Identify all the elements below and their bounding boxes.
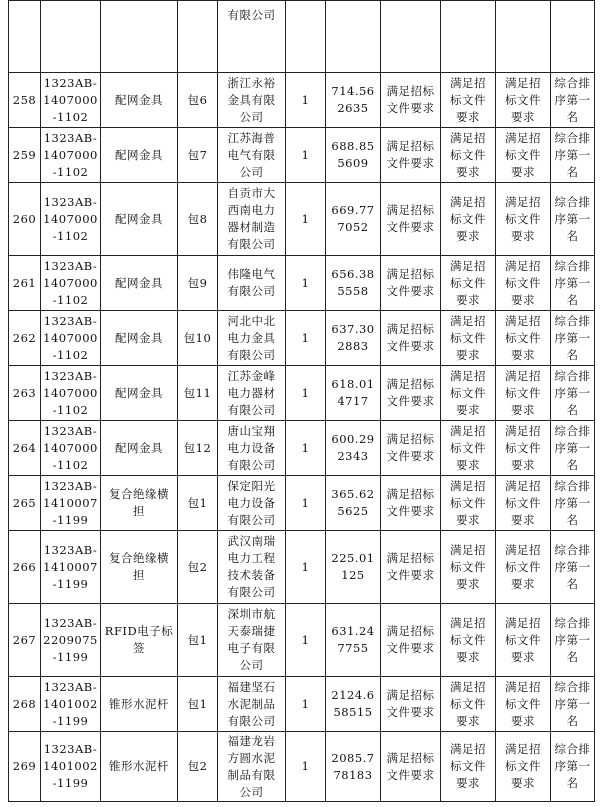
material-name-cell <box>101 531 178 604</box>
seq-cell <box>9 732 41 802</box>
technical-cell <box>496 421 551 476</box>
ranking-cell <box>551 256 595 311</box>
price-cell <box>326 128 381 183</box>
technical-text: 满足招 标文件 要求 <box>505 130 541 179</box>
commercial-cell <box>441 311 496 366</box>
quantity-text: 1 <box>301 275 310 290</box>
package-text: 包2 <box>187 759 208 773</box>
qualification-cell <box>381 366 441 421</box>
seq-cell <box>9 366 41 421</box>
price-cell <box>326 73 381 128</box>
seq-text: 264 <box>12 440 37 455</box>
price-text: 618.01 4717 <box>331 377 375 408</box>
material-name-text: 锥形水泥杆 <box>109 759 169 773</box>
material-code-cell <box>41 73 101 128</box>
supplier-cell <box>218 531 286 604</box>
seq-cell <box>9 256 41 311</box>
quantity-text: 1 <box>301 330 310 345</box>
supplier-text: 河北中北 电力金具 有限公司 <box>227 313 276 362</box>
supplier-cell <box>218 73 286 128</box>
qualification-text: 满足招标 文件要求 <box>386 322 435 353</box>
quantity-cell <box>286 311 326 366</box>
technical-cell <box>496 311 551 366</box>
qualification-text: 满足招标 文件要求 <box>386 487 435 518</box>
material-code-text: 1323AB- 1407000 -1102 <box>43 130 98 179</box>
technical-text: 满足招 标文件 要求 <box>505 368 541 417</box>
material-name-text: 锥形水泥杆 <box>109 696 169 711</box>
table-row <box>9 256 595 311</box>
supplier-text: 福建龙岩 方圆水泥 制品有限 公司 <box>227 733 276 799</box>
commercial-cell <box>441 604 496 677</box>
qualification-text: 满足招标 文件要求 <box>386 267 435 298</box>
material-code-cell <box>41 256 101 311</box>
commercial-text: 满足招 标文件 要求 <box>450 75 486 124</box>
ranking-text: 综合排 序第一 名 <box>554 313 591 362</box>
commercial-cell <box>441 73 496 128</box>
material-code-text: 1323AB- 1407000 -1102 <box>43 258 98 307</box>
package-text: 包12 <box>183 440 212 455</box>
material-name-text: 配网金具 <box>115 211 163 226</box>
material-name-cell <box>101 476 178 531</box>
commercial-cell <box>441 366 496 421</box>
commercial-text: 满足招 标文件 要求 <box>450 615 486 664</box>
ranking-cell <box>551 73 595 128</box>
ranking-cell <box>551 366 595 421</box>
technical-text: 满足招 标文件 要求 <box>505 679 541 728</box>
material-code-cell <box>41 732 101 802</box>
supplier-cell <box>218 421 286 476</box>
supplier-text: 深圳市航 天泰瑞捷 电子有限 公司 <box>227 607 276 672</box>
qualification-text: 满足招标 文件要求 <box>386 624 435 655</box>
material-name-text: RFID电子标 签 <box>104 624 174 655</box>
material-name-cell <box>101 73 178 128</box>
quantity-text: 1 <box>301 92 310 107</box>
quantity-text: 1 <box>301 559 310 574</box>
commercial-text: 满足招 标文件 要求 <box>450 313 486 362</box>
material-code-cell <box>41 183 101 256</box>
technical-text: 满足招 标文件 要求 <box>505 542 541 591</box>
quantity-cell <box>286 531 326 604</box>
price-text: 225.01 125 <box>331 551 375 582</box>
seq-cell <box>9 531 41 604</box>
supplier-cell <box>218 183 286 256</box>
ranking-text: 综合排 序第一 名 <box>554 478 591 527</box>
supplier-cell <box>218 604 286 677</box>
table-row <box>9 311 595 366</box>
supplier-cell <box>218 128 286 183</box>
material-code-cell <box>41 604 101 677</box>
ranking-cell <box>551 732 595 802</box>
ranking-cell <box>551 183 595 256</box>
material-code-cell <box>41 677 101 732</box>
technical-text: 满足招 标文件 要求 <box>505 194 541 243</box>
quantity-text: 1 <box>301 385 310 400</box>
commercial-text: 满足招 标文件 要求 <box>450 742 486 790</box>
material-name-text: 配网金具 <box>115 275 163 290</box>
quantity-cell <box>286 183 326 256</box>
package-text: 包11 <box>183 385 212 400</box>
material-name-text: 配网金具 <box>115 330 163 345</box>
technical-text: 满足招 标文件 要求 <box>505 742 541 790</box>
ranking-text: 综合排 序第一 名 <box>554 423 591 472</box>
package-cell <box>178 421 218 476</box>
package-text: 包8 <box>187 211 208 226</box>
seq-text: 263 <box>12 385 37 400</box>
quantity-text: 1 <box>301 440 310 455</box>
price-text: 688.85 5609 <box>331 139 375 170</box>
table-row-continued <box>9 1 595 73</box>
material-name-text: 配网金具 <box>115 440 163 455</box>
material-name-text: 配网金具 <box>115 147 163 162</box>
seq-cell <box>9 128 41 183</box>
commercial-text: 满足招 标文件 要求 <box>450 368 486 417</box>
seq-cell <box>9 421 41 476</box>
package-cell <box>178 183 218 256</box>
material-name-text: 配网金具 <box>115 92 163 107</box>
seq-cell <box>9 311 41 366</box>
qualification-cell <box>381 677 441 732</box>
qualification-cell <box>381 732 441 802</box>
seq-text: 260 <box>12 211 37 226</box>
material-code-text: 1323AB- 1407000 -1102 <box>43 423 98 472</box>
package-text: 包1 <box>187 632 208 647</box>
table-row <box>9 183 595 256</box>
material-code-cell <box>41 531 101 604</box>
price-cell <box>326 604 381 677</box>
supplier-text: 自贡市大 西南电力 器材制造 有限公司 <box>227 186 276 251</box>
quantity-text: 1 <box>301 495 310 510</box>
quantity-text: 1 <box>301 696 310 711</box>
supplier-cell <box>218 732 286 802</box>
material-code-cell <box>41 311 101 366</box>
ranking-text: 综合排 序第一 名 <box>554 742 591 790</box>
ranking-cell <box>551 311 595 366</box>
material-code-text: 1323AB- 2209075 -1199 <box>43 615 98 664</box>
seq-cell <box>9 677 41 732</box>
material-code-text: 1323AB- 1407000 -1102 <box>43 368 98 417</box>
commercial-text: 满足招 标文件 要求 <box>450 258 486 307</box>
quantity-text: 1 <box>301 759 310 773</box>
qualification-text: 满足招标 文件要求 <box>386 377 435 408</box>
qualification-cell <box>381 311 441 366</box>
quantity-cell <box>286 256 326 311</box>
technical-cell <box>496 604 551 677</box>
quantity-cell <box>286 677 326 732</box>
technical-cell <box>496 73 551 128</box>
seq-text: 258 <box>12 92 37 107</box>
commercial-text: 满足招 标文件 要求 <box>450 679 486 728</box>
table-row <box>9 73 595 128</box>
technical-cell <box>496 531 551 604</box>
qualification-text: 满足招标 文件要求 <box>386 139 435 170</box>
technical-cell <box>496 128 551 183</box>
table-row <box>9 366 595 421</box>
technical-cell <box>496 183 551 256</box>
material-code-cell <box>41 128 101 183</box>
seq-text: 268 <box>12 696 37 711</box>
table-row <box>9 476 595 531</box>
supplier-cell <box>218 476 286 531</box>
seq-text: 262 <box>12 330 37 345</box>
material-name-cell <box>101 183 178 256</box>
qualification-cell <box>381 531 441 604</box>
material-code-text: 1323AB- 1407000 -1102 <box>43 194 98 243</box>
qualification-cell <box>381 73 441 128</box>
supplier-text: 江苏金峰 电力器材 有限公司 <box>227 368 276 417</box>
ranking-text: 综合排 序第一 名 <box>554 615 591 664</box>
material-name-text: 复合绝缘横 担 <box>109 487 169 518</box>
qualification-text: 满足招标 文件要求 <box>386 750 435 782</box>
material-name-cell <box>101 256 178 311</box>
quantity-text: 1 <box>301 147 310 162</box>
ranking-cell <box>551 476 595 531</box>
material-code-text: 1323AB- 1410007 -1199 <box>43 542 98 591</box>
commercial-cell <box>441 476 496 531</box>
seq-text: 267 <box>12 632 37 647</box>
qualification-cell <box>381 421 441 476</box>
material-name-cell <box>101 421 178 476</box>
technical-cell <box>496 677 551 732</box>
bid-result-table <box>8 0 595 802</box>
supplier-text: 保定阳光 电力设备 有限公司 <box>227 478 276 527</box>
commercial-text: 满足招 标文件 要求 <box>450 423 486 472</box>
supplier-text: 福建坚石 水泥制品 有限公司 <box>227 679 276 728</box>
material-code-text: 1323AB- 1401002 -1199 <box>43 679 98 728</box>
ranking-text: 综合排 序第一 名 <box>554 75 591 124</box>
price-cell <box>326 366 381 421</box>
package-text: 包1 <box>187 696 208 711</box>
qualification-cell <box>381 604 441 677</box>
ranking-cell <box>551 677 595 732</box>
table-row <box>9 677 595 732</box>
supplier-text: 浙江永裕 金具有限 公司 <box>227 75 276 124</box>
package-text: 包2 <box>187 559 208 574</box>
ranking-cell <box>551 531 595 604</box>
seq-cell <box>9 476 41 531</box>
supplier-cell <box>218 256 286 311</box>
price-text: 669.77 7052 <box>331 203 375 234</box>
price-cell <box>326 476 381 531</box>
seq-cell <box>9 73 41 128</box>
price-cell <box>326 256 381 311</box>
qualification-cell <box>381 256 441 311</box>
commercial-cell <box>441 183 496 256</box>
technical-text: 满足招 标文件 要求 <box>505 258 541 307</box>
seq-cell <box>9 183 41 256</box>
material-name-cell <box>101 366 178 421</box>
seq-text: 269 <box>12 759 37 773</box>
commercial-cell <box>441 732 496 802</box>
table-row <box>9 604 595 677</box>
quantity-cell <box>286 604 326 677</box>
commercial-text: 满足招 标文件 要求 <box>450 542 486 591</box>
quantity-cell <box>286 732 326 802</box>
qualification-text: 满足招标 文件要求 <box>386 203 435 234</box>
price-text: 2085.7 78183 <box>331 750 375 782</box>
seq-text: 265 <box>12 495 37 510</box>
material-code-text: 1323AB- 1407000 -1102 <box>43 75 98 124</box>
qualification-text: 满足招标 文件要求 <box>386 688 435 719</box>
package-text: 包7 <box>187 147 208 162</box>
price-text: 631.24 7755 <box>331 624 375 655</box>
package-cell <box>178 476 218 531</box>
commercial-text: 满足招 标文件 要求 <box>450 130 486 179</box>
material-name-text: 配网金具 <box>115 385 163 400</box>
seq-text: 261 <box>12 275 37 290</box>
material-name-cell <box>101 311 178 366</box>
quantity-text: 1 <box>301 632 310 647</box>
package-cell <box>178 128 218 183</box>
package-cell <box>178 311 218 366</box>
technical-cell <box>496 256 551 311</box>
price-text: 656.38 5558 <box>331 267 375 298</box>
technical-text: 满足招 标文件 要求 <box>505 75 541 124</box>
technical-text: 满足招 标文件 要求 <box>505 478 541 527</box>
quantity-cell <box>286 128 326 183</box>
material-name-cell <box>101 604 178 677</box>
ranking-text: 综合排 序第一 名 <box>554 194 591 243</box>
package-cell <box>178 73 218 128</box>
package-text: 包10 <box>183 330 212 345</box>
technical-text: 满足招 标文件 要求 <box>505 615 541 664</box>
package-cell <box>178 531 218 604</box>
material-name-cell <box>101 128 178 183</box>
price-text: 365.62 5625 <box>331 487 375 518</box>
package-cell <box>178 732 218 802</box>
package-cell <box>178 256 218 311</box>
price-cell <box>326 531 381 604</box>
quantity-text: 1 <box>301 211 310 226</box>
qualification-cell <box>381 183 441 256</box>
ranking-text: 综合排 序第一 名 <box>554 368 591 417</box>
package-cell <box>178 677 218 732</box>
ranking-text: 综合排 序第一 名 <box>554 130 591 179</box>
commercial-text: 满足招 标文件 要求 <box>450 478 486 527</box>
qualification-text: 满足招标 文件要求 <box>386 84 435 115</box>
commercial-cell <box>441 421 496 476</box>
supplier-cell <box>218 366 286 421</box>
technical-text: 满足招 标文件 要求 <box>505 313 541 362</box>
table-row <box>9 128 595 183</box>
commercial-cell <box>441 531 496 604</box>
material-code-text: 1323AB- 1410007 -1199 <box>43 478 98 527</box>
supplier-text: 江苏海普 电气有限 公司 <box>227 130 276 179</box>
supplier-cell <box>218 1 286 73</box>
technical-cell <box>496 732 551 802</box>
ranking-text: 综合排 序第一 名 <box>554 542 591 591</box>
price-cell <box>326 732 381 802</box>
table-row <box>9 421 595 476</box>
qualification-cell <box>381 128 441 183</box>
ranking-cell <box>551 421 595 476</box>
supplier-text: 唐山宝翔 电力设备 有限公司 <box>227 423 276 472</box>
quantity-cell <box>286 73 326 128</box>
quantity-cell <box>286 366 326 421</box>
price-cell <box>326 311 381 366</box>
ranking-text: 综合排 序第一 名 <box>554 258 591 307</box>
seq-text: 259 <box>12 147 37 162</box>
quantity-cell <box>286 421 326 476</box>
seq-cell <box>9 604 41 677</box>
commercial-cell <box>441 128 496 183</box>
supplier-cell <box>218 311 286 366</box>
commercial-cell <box>441 677 496 732</box>
price-cell <box>326 677 381 732</box>
package-text: 包6 <box>187 92 208 107</box>
package-cell <box>178 366 218 421</box>
qualification-text: 满足招标 文件要求 <box>386 551 435 582</box>
technical-text: 满足招 标文件 要求 <box>505 423 541 472</box>
material-code-text: 1323AB- 1407000 -1102 <box>43 313 98 362</box>
seq-text: 266 <box>12 559 37 574</box>
commercial-cell <box>441 256 496 311</box>
supplier-text: 武汉南瑞 电力工程 技术装备 有限公司 <box>227 534 276 599</box>
material-name-text: 复合绝缘横 担 <box>109 551 169 582</box>
package-text: 包1 <box>187 495 208 510</box>
supplier-cell <box>218 677 286 732</box>
price-text: 2124.6 58515 <box>331 688 375 719</box>
price-text: 714.56 2635 <box>331 84 375 115</box>
material-name-cell <box>101 732 178 802</box>
material-code-text: 1323AB- 1401002 -1199 <box>43 742 98 790</box>
material-code-cell <box>41 366 101 421</box>
material-code-cell <box>41 421 101 476</box>
price-cell <box>326 183 381 256</box>
quantity-cell <box>286 476 326 531</box>
price-text: 637.30 2883 <box>331 322 375 353</box>
table-row <box>9 531 595 604</box>
qualification-text: 满足招标 文件要求 <box>386 432 435 463</box>
price-text: 600.29 2343 <box>331 432 375 463</box>
ranking-cell <box>551 128 595 183</box>
material-name-cell <box>101 677 178 732</box>
material-code-cell <box>41 476 101 531</box>
commercial-text: 满足招 标文件 要求 <box>450 194 486 243</box>
supplier-text: 伟隆电气 有限公司 <box>227 267 276 298</box>
technical-cell <box>496 476 551 531</box>
supplier-name: 有限公司 <box>227 8 276 22</box>
package-text: 包9 <box>187 275 208 290</box>
price-cell <box>326 421 381 476</box>
ranking-text: 综合排 序第一 名 <box>554 679 591 728</box>
table-row <box>9 732 595 802</box>
ranking-cell <box>551 604 595 677</box>
package-cell <box>178 604 218 677</box>
qualification-cell <box>381 476 441 531</box>
technical-cell <box>496 366 551 421</box>
